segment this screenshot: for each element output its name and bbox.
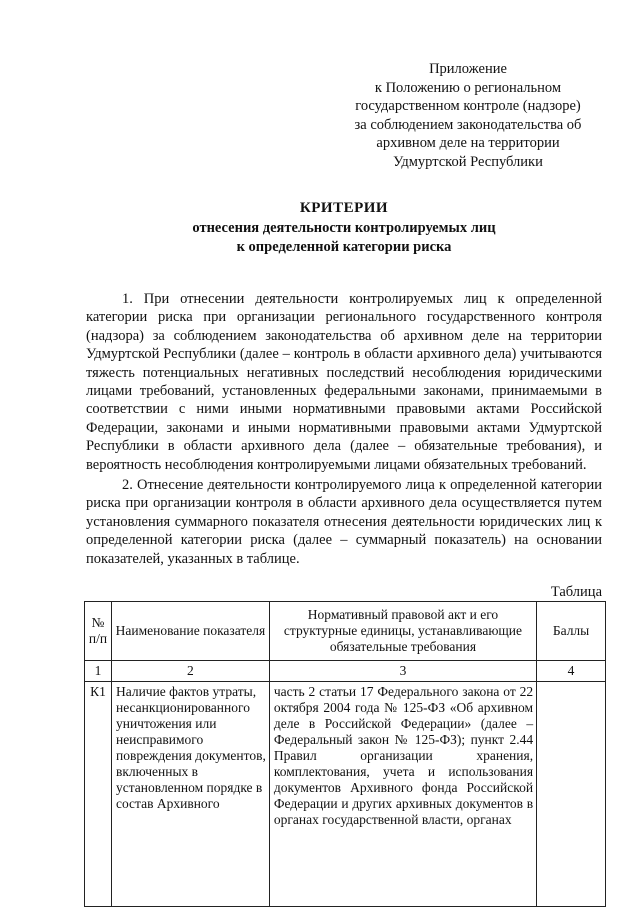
header-act: Нормативный правовой акт и его структурные единицы, устанавливающие обязательные требования [269, 602, 536, 661]
table-row [85, 682, 606, 907]
column-number: 3 [269, 661, 536, 682]
appendix-line: за соблюдением законодательства об [354, 116, 582, 133]
table-caption: Таблица [550, 584, 602, 600]
criteria-table [84, 601, 606, 907]
appendix-line: Удмуртской Республики [393, 153, 543, 170]
row-indicator-name: Наличие фактов утраты, несанкционированного уничтожения или неисправимого повреждения документов, включенных в установленном порядке в состав Архивного [111, 682, 269, 907]
title-line-1: отнесения деятельности контролируемых лиц [192, 220, 496, 236]
document-title [84, 197, 604, 257]
header-name: Наименование показателя [111, 602, 269, 661]
column-number: 1 [85, 661, 112, 682]
title-line-2: к определенной категории риска [236, 239, 452, 255]
row-legal-act: часть 2 статьи 17 Федерального закона от 22 октября 2004 года № 125-ФЗ «Об архивном деле в Российской Федерации» (далее – Федеральный закон № 125-ФЗ); пункт 2.44 Правил организации хранения, комплектования, учета и использования документов Архивного фонда Российской Федерации и других архивных документов в органах государственной власти, органах [269, 682, 536, 907]
appendix-line: архивном деле на территории [376, 135, 560, 152]
appendix-note [348, 60, 588, 172]
header-points: Баллы [537, 602, 606, 661]
column-number-row [85, 661, 606, 682]
appendix-line: к Положению о региональном [374, 79, 562, 96]
title-heading: КРИТЕРИИ [299, 200, 389, 216]
column-number: 4 [537, 661, 606, 682]
appendix-line: государственном контроле (надзоре) [355, 98, 581, 115]
paragraph-2: 2. Отнесение деятельности контролируемого лица к определенной категории риска при организации контроля в области архивного дела осуществляется путем установления суммарного показателя отнесения деятельности юридических лиц к определенной категории риска (далее – суммарный показатель) на основании показателей, указанных в таблице. [86, 477, 602, 567]
header-num: № п/п [85, 602, 112, 661]
row-id: К1 [85, 682, 112, 907]
appendix-line: Приложение [429, 61, 507, 77]
paragraph-1: 1. При отнесении деятельности контролируемых лиц к определенной категории риска при организации регионального государственного контроля (надзора) за соблюдением законодательства об архивном деле на территории Удмуртской Республики (далее – контроль в области архивного дела) учитываются тяжесть потенциальных негативных последствий несоблюдения юридическими лицами требований, установленных федеральными законами, принимаемыми в соответствии с ними иными нормативными правовыми актами Российской Федерации, законами и иными нормативными правовыми актами Удмуртской Республики в области архивного дела (далее – обязательные требования), и вероятность несоблюдения контролируемыми лицами обязательных требований. [86, 291, 602, 473]
row-points [537, 682, 606, 907]
column-number: 2 [111, 661, 269, 682]
table-header-row [85, 602, 606, 661]
